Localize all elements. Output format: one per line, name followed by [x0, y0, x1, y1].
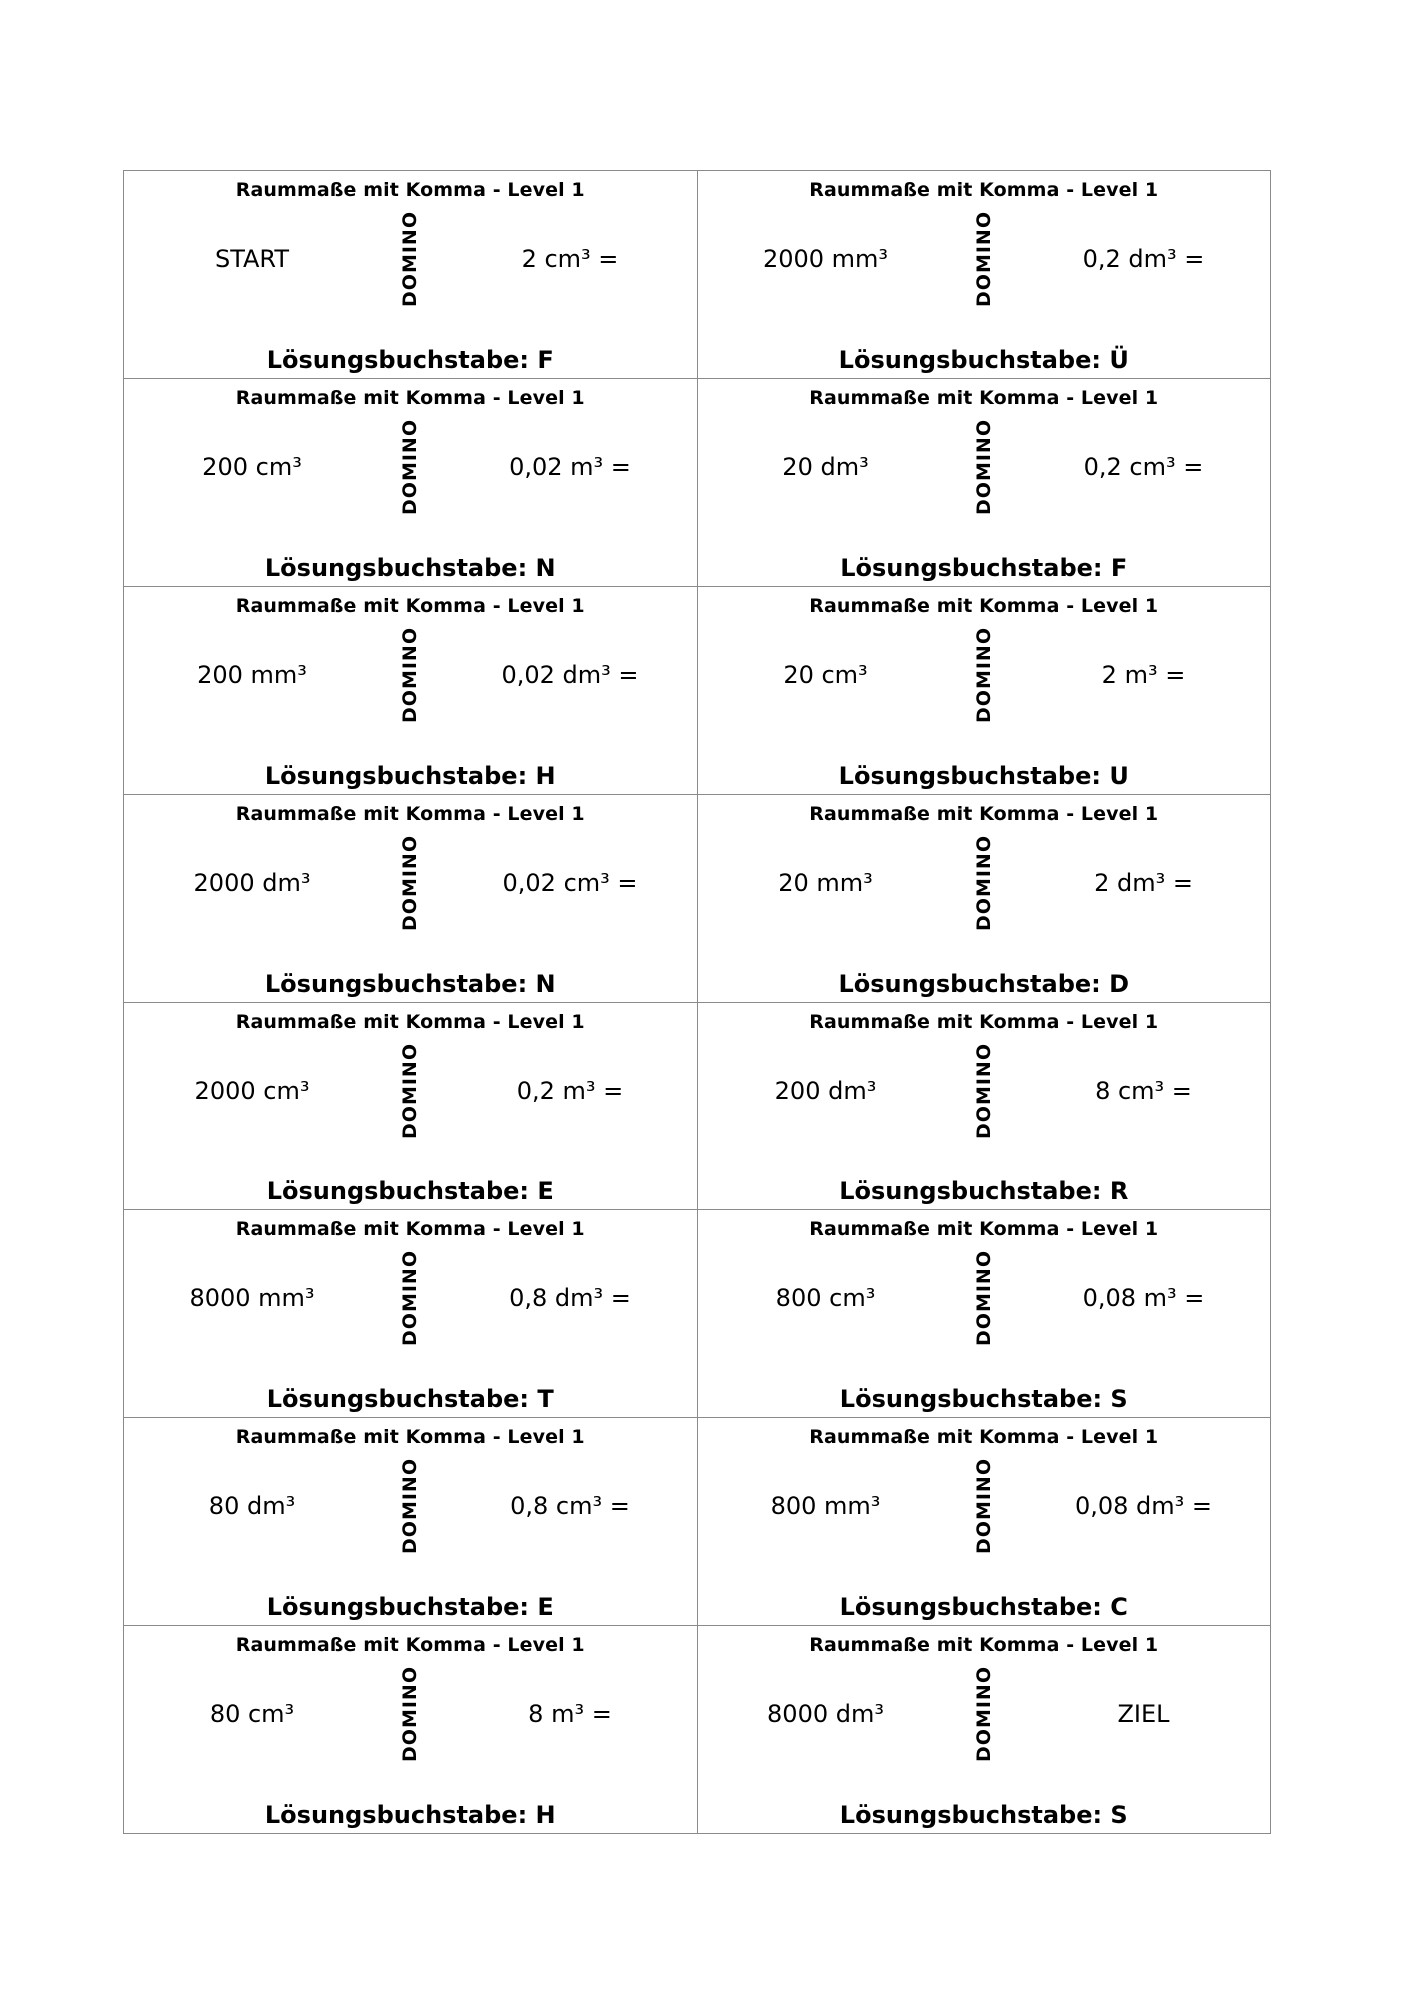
- domino-card-13: [124, 1418, 698, 1626]
- card-title: Raummaße mit Komma - Level 1: [809, 1010, 1159, 1033]
- card-solution-letter: Lösungsbuchstabe: U: [838, 761, 1129, 790]
- card-task-value: 0,8 cm³ =: [510, 1492, 630, 1521]
- domino-vertical-label: DOMINO: [972, 1250, 995, 1347]
- card-task-value: 0,08 dm³ =: [1074, 1492, 1213, 1521]
- card-answer-value: 8000 mm³: [189, 1284, 315, 1313]
- domino-card-6: [698, 587, 1272, 795]
- card-answer-value: 20 cm³: [783, 660, 868, 689]
- card-solution-letter: Lösungsbuchstabe: S: [839, 1801, 1128, 1829]
- card-title: Raummaße mit Komma - Level 1: [235, 1218, 585, 1241]
- domino-card-12: [698, 1210, 1272, 1418]
- card-solution-letter: Lösungsbuchstabe: Ü: [838, 345, 1129, 374]
- domino-card-2: [698, 171, 1272, 379]
- card-solution-letter: Lösungsbuchstabe: T: [266, 1385, 554, 1414]
- card-task-value: 8 cm³ =: [1095, 1076, 1192, 1105]
- card-answer-value: 200 cm³: [202, 452, 302, 481]
- card-answer-value: 2000 cm³: [194, 1076, 310, 1105]
- card-answer-value: 80 cm³: [209, 1700, 295, 1729]
- card-solution-letter: Lösungsbuchstabe: E: [266, 1177, 554, 1206]
- card-solution-letter: Lösungsbuchstabe: R: [839, 1177, 1129, 1206]
- card-answer-value: 2000 mm³: [762, 245, 889, 273]
- card-title: Raummaße mit Komma - Level 1: [235, 802, 585, 825]
- card-solution-letter: Lösungsbuchstabe: N: [264, 553, 556, 582]
- domino-vertical-label: DOMINO: [972, 1458, 995, 1555]
- domino-vertical-label: DOMINO: [399, 211, 421, 307]
- card-title: Raummaße mit Komma - Level 1: [235, 594, 585, 617]
- domino-vertical-label: DOMINO: [972, 418, 995, 515]
- domino-vertical-label: DOMINO: [399, 626, 421, 723]
- card-task-value: 0,2 m³ =: [516, 1076, 624, 1105]
- domino-card-15: [124, 1626, 698, 1834]
- card-task-value: ZIEL: [1117, 1700, 1170, 1729]
- card-solution-letter: Lösungsbuchstabe: S: [839, 1385, 1128, 1414]
- domino-card-16: [698, 1626, 1272, 1834]
- card-answer-value: 20 dm³: [782, 452, 869, 481]
- domino-vertical-label: DOMINO: [399, 1666, 421, 1763]
- card-answer-value: 800 mm³: [770, 1492, 881, 1521]
- card-task-value: 0,02 dm³ =: [501, 660, 639, 689]
- card-solution-letter: Lösungsbuchstabe: H: [264, 1801, 556, 1829]
- card-solution-letter: Lösungsbuchstabe: D: [838, 969, 1130, 998]
- domino-vertical-label: DOMINO: [972, 1042, 995, 1139]
- card-solution-letter: Lösungsbuchstabe: H: [264, 761, 556, 790]
- card-answer-value: 80 dm³: [208, 1492, 296, 1521]
- domino-card-3: [124, 379, 698, 587]
- card-solution-letter: Lösungsbuchstabe: N: [264, 969, 556, 998]
- domino-vertical-label: DOMINO: [399, 418, 421, 515]
- card-title: Raummaße mit Komma - Level 1: [809, 1634, 1159, 1657]
- card-task-value: 2 m³ =: [1101, 660, 1186, 689]
- domino-vertical-label: DOMINO: [972, 834, 995, 931]
- domino-card-9: [124, 1003, 698, 1211]
- card-title: Raummaße mit Komma - Level 1: [809, 386, 1159, 409]
- card-title: Raummaße mit Komma - Level 1: [809, 179, 1159, 201]
- card-solution-letter: Lösungsbuchstabe: F: [266, 345, 554, 374]
- domino-vertical-label: DOMINO: [399, 1250, 421, 1347]
- card-title: Raummaße mit Komma - Level 1: [809, 1218, 1159, 1241]
- domino-card-7: [124, 795, 698, 1003]
- domino-card-10: [698, 1003, 1272, 1211]
- card-title: Raummaße mit Komma - Level 1: [235, 1426, 585, 1449]
- card-task-value: 0,2 dm³ =: [1082, 245, 1205, 273]
- card-title: Raummaße mit Komma - Level 1: [235, 386, 585, 409]
- card-title: Raummaße mit Komma - Level 1: [809, 1426, 1159, 1449]
- card-task-value: 0,2 cm³ =: [1083, 452, 1204, 481]
- card-answer-value: START: [214, 245, 290, 273]
- card-title: Raummaße mit Komma - Level 1: [235, 179, 585, 201]
- card-answer-value: 8000 dm³: [767, 1700, 884, 1729]
- card-task-value: 0,08 m³ =: [1082, 1284, 1205, 1313]
- card-task-value: 0,02 m³ =: [509, 452, 631, 481]
- card-answer-value: 800 cm³: [775, 1284, 876, 1313]
- domino-vertical-label: DOMINO: [399, 834, 421, 931]
- domino-vertical-label: DOMINO: [399, 1042, 421, 1139]
- card-task-value: 0,02 cm³ =: [502, 868, 638, 897]
- domino-card-14: [698, 1418, 1272, 1626]
- domino-vertical-label: DOMINO: [399, 1458, 421, 1555]
- domino-card-1: [124, 171, 698, 379]
- card-title: Raummaße mit Komma - Level 1: [809, 594, 1159, 617]
- card-solution-letter: Lösungsbuchstabe: F: [840, 553, 1128, 582]
- domino-vertical-label: DOMINO: [972, 211, 995, 307]
- domino-card-8: [698, 795, 1272, 1003]
- card-solution-letter: Lösungsbuchstabe: E: [266, 1593, 554, 1622]
- card-title: Raummaße mit Komma - Level 1: [235, 1634, 585, 1657]
- card-answer-value: 20 mm³: [778, 868, 873, 897]
- domino-vertical-label: DOMINO: [972, 626, 995, 723]
- domino-card-5: [124, 587, 698, 795]
- domino-card-grid: [123, 170, 1271, 1834]
- domino-card-4: [698, 379, 1272, 587]
- card-answer-value: 200 dm³: [774, 1076, 877, 1105]
- card-title: Raummaße mit Komma - Level 1: [235, 1010, 585, 1033]
- card-task-value: 2 cm³ =: [521, 245, 619, 273]
- domino-vertical-label: DOMINO: [972, 1666, 995, 1763]
- card-task-value: 8 m³ =: [528, 1700, 612, 1729]
- card-task-value: 0,8 dm³ =: [509, 1284, 631, 1313]
- card-solution-letter: Lösungsbuchstabe: C: [839, 1593, 1128, 1622]
- card-title: Raummaße mit Komma - Level 1: [809, 802, 1159, 825]
- card-answer-value: 200 mm³: [197, 660, 307, 689]
- card-task-value: 2 dm³ =: [1094, 868, 1193, 897]
- card-answer-value: 2000 dm³: [193, 868, 311, 897]
- domino-card-11: [124, 1210, 698, 1418]
